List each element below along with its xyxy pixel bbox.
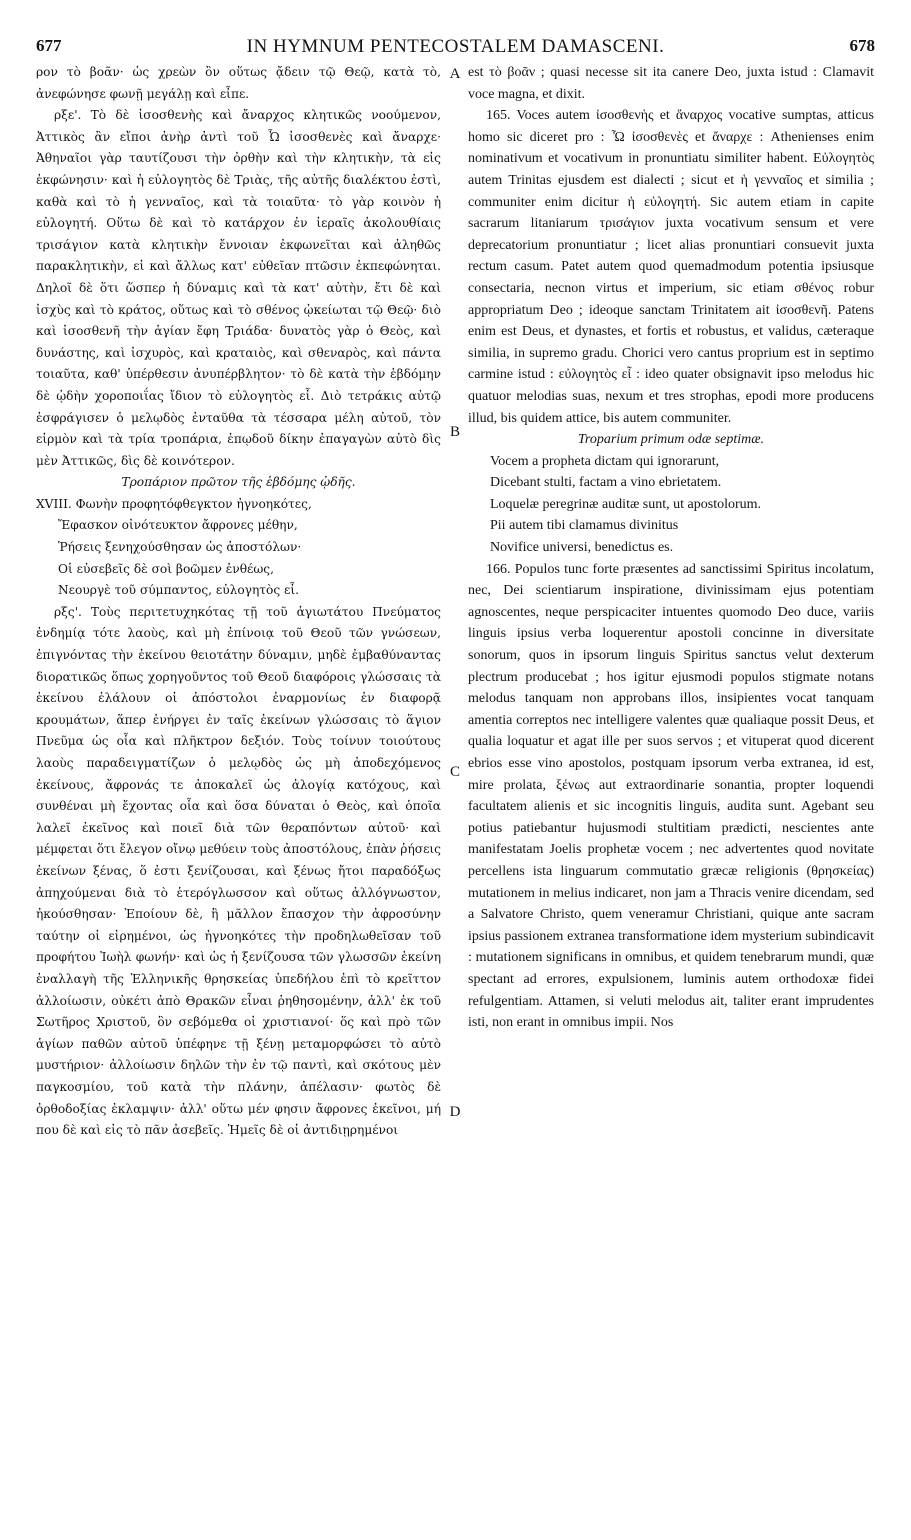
margin-marker-d: D — [449, 1104, 461, 1120]
page-number-right: 678 — [849, 36, 875, 55]
running-title: IN HYMNUM PENTECOSTALEM DAMASCENI. — [246, 36, 665, 57]
greek-verse-line: Νεουργὲ τοῦ σύμπαντος, εὐλογητὸς εἶ. — [58, 583, 300, 598]
latin-paragraph-continued: est τὸ βοᾶν ; quasi necesse sit ita canere Deo, juxta istud : Clamavit voce magna, et dixit. — [468, 65, 874, 102]
greek-verse-line: XVIII. Φωνὴν προφητόφθεγκτον ἠγνοηκότες, — [36, 496, 312, 511]
margin-marker-b: B — [449, 424, 460, 440]
greek-paragraph-continued: ρον τὸ βοᾶν· ὡς χρεὼν ὂν οὕτως ᾄδειν τῷ Θεῷ, κατὰ τὸ, ἀνεφώνησε φωνῇ μεγάλῃ καὶ εἶπε. — [36, 65, 441, 101]
latin-column — [468, 62, 874, 1034]
latin-verse-line: Novifice universi, benedictus es. — [490, 540, 674, 556]
greek-column — [36, 62, 441, 1142]
margin-marker-c: C — [449, 764, 460, 780]
greek-verse-line: Ἔφασκον οἰνότευκτον ἄφρονες μέθην, — [58, 518, 298, 533]
latin-paragraph-165: 165. Voces autem ἰσοσθενὴς et ἄναρχος vocative sumptas, atticus homo sic diceret pro : Ὦ ἰσοσθενὲς et ἄναρχε : Athenienses enim nominativum et vocativum in pronuntiatu similiter habent. Εὐλογητὸς autem Trinitas ejusdem est dialecti ; sicut et ἡ γενναῖος et similia ; communiter enim dicitur ἡ εὐλογητή. Sic autem etiam in capite sacrarum litaniarum τρισάγιον juxta vocativum sensum et vere deprecatorium pronuntiatur ; licet alias pronuntiari consuevit juxta rectum casum. Patet autem quod quemadmodum potentia ipsiusque consectaria, necnon virtus et imperium, sic etiam σθένος robur appropriatum Deo ; ideoque sanctam Trinitatem ait ἰσοσθενῆ. Patens enim est Deus, et dynastes, et fortis et robustus, et validus, cæteraque similia, in supremo gradu. Chorici vero cantus proprium est in septimo carmine istud : εὐλογητὸς εἶ : ideo quater obsignavit ipso melodus hic quatuor melodias suas, nexum et tres strophas, epodi more producens illud, bis quidem attice, bis autem communiter. — [468, 108, 874, 426]
latin-troparion-heading: Troparium primum odæ septimæ. — [577, 432, 765, 448]
latin-verse-line: Pii autem tibi clamamus divinitus — [490, 518, 679, 534]
latin-verse-line: Vocem a propheta dictam qui ignorarunt, — [490, 453, 720, 469]
margin-markers — [443, 0, 467, 1540]
latin-verse-line: Dicebant stulti, factam a vino ebrietatem. — [490, 475, 722, 491]
margin-marker-a: A — [449, 66, 461, 82]
greek-verse-line: Οἱ εὐσεβεῖς δὲ σοὶ βοῶμεν ἐνθέως, — [58, 561, 274, 576]
greek-verse-line: Ῥήσεις ξενηχούσθησαν ὡς ἀποστόλων· — [58, 540, 302, 555]
page-number-left: 677 — [36, 36, 62, 55]
greek-troparion-heading: Τροπάριον πρῶτον τῆς ἑβδόμης ᾠδῆς. — [121, 475, 356, 490]
latin-verse-line: Loquelæ peregrinæ auditæ sunt, ut apostolorum. — [490, 496, 762, 512]
greek-paragraph-166: ρξς'. Τοὺς περιτετυχηκότας τῇ τοῦ ἁγιωτάτου Πνεύματος ἐνδημίᾳ τότε λαοὺς, καὶ μὴ ἐπίνοιᾳ τοῦ Θεοῦ τῶν γνώσεων, ἐπιγνόντας τὴν ἐκείνου θειοτάτην δύναμιν, μηδὲ ἐμβαθύναντας διορατικῶς ὅπως χορηγοῦντος τοῦ Θεοῦ διαφόροις γλώσσαις τὰ ἐκείνου ἐλάλουν οἱ ἀπόστολοι ἐναρμονίως ἐν διαφορᾷ κρουμάτων, ἅπερ ἐνήργει ἐν ταῖς ἐκείνων γλώσσαις τὸ ἅγιον Πνεῦμα ὡς οἷα καὶ πλῆκτρον δεξιόν. Τοὺς τοίνυν τοιούτους λαοὺς παραδειγματίζων ὁ μελῳδὸς ὡς μὴ ἀποδεχόμενος ἐκείνους, ἄφρονάς τε ἀποκαλεῖ ὡς ἀλογίᾳ κατόχους, καὶ συνθέναι μὴ ἔχοντας οἷα καὶ ὅσα δύναται ὁ Θεὸς, καὶ ὁποῖα λαλεῖ ἐκεῖνος καὶ ποιεῖ διὰ τῶν θεραπόντων αὐτοῦ· καὶ μέμφεται ὅτι ἔλεγον οἴνῳ μεθύειν τοὺς ἀποστόλους, ἐπὰν ῥήσεις ἐκείνων ξένας, ὅ ἐστι ξενίζουσαι, καὶ ξένως ἤτοι παραδόξως ἀπηχούμεναι διὰ τὸ ἑτερόγλωσσον καὶ οὕτως ἀλλόγνωστον, ἠκούσθησαν· Ἐποίουν δὲ, ἢ μᾶλλον ἔπασχον τὴν ἀφροσύνην ταύτην οἱ εἰρημένοι, ὡς ἠγνοηκότες τὴν προδηλωθεῖσαν τοῦ προφήτου Ἰωὴλ φωνήν· καὶ ὡς ἡ ξενίζουσα τῶν γλωσσῶν ἐκείνη ἐναλλαγὴ τῆς Ἑλληνικῆς θρησκείας ὑπεδήλου ἐπὶ τὸ κρεῖττον ἀλλοίωσιν, οὐκέτι ἀπὸ Θρακῶν εἶναι ῥηθησομένην, ἀλλ' ἐκ τοῦ Σωτῆρος Χριστοῦ, ὃν σεβόμεθα οἱ χριστιανοί· ὅς καὶ πρὸ τῶν ἁγίων παθῶν αὐτοῦ ὑπέφηνε τῇ ξένῃ μεταμορφώσει τὸ αὐτὸ μυστήριον· ἀλλοίωσιν δηλῶν τὴν ἐν τῷ παντὶ, καὶ σκότους μὲν παγκοσμίου, τοῦ κατὰ τὴν πλάνην, ἀπέλασιν· φωτὸς δὲ ὀρθοδοξίας ἐκλαμψιν· ἀλλ' οὕτω μέν φησιν ἄφρονες ἐκεῖνοι, μή που δὲ καὶ εἰς τὸ πᾶν ἀσεβεῖς. Ἡμεῖς δὲ οἱ ἀντιδιῃρημένοι — [36, 604, 441, 1138]
greek-paragraph-165: ρξε'. Τὸ δὲ ἰσοσθενὴς καὶ ἄναρχος κλητικῶς νοούμενον, Ἀττικὸς ἂν εἴποι ἀνὴρ ἀντὶ τοῦ Ὦ ἰσοσθενὲς καὶ ἄναρχε· Ἀθηναῖοι γὰρ ταυτίζουσι τὴν ὀρθὴν καὶ τὴν κλητικὴν, τὰ εἰς ἐκφώνησιν· καὶ ἡ εὐλογητὸς δὲ Τριὰς, τῆς αὐτῆς διαλέκτου ἐστὶ, καθὰ καὶ τὸ ἡ γενναῖος, καὶ τὰ τοιαῦτα· τὸ γὰρ κοινὸν ἡ εὐλογητή. Οὕτω δὲ καὶ τὸ κατάρχον ἐν ἱεραῖς ἀκολουθίαις τρισάγιον κατὰ κλητικὴν ἔννοιαν ἐκφωνεῖται καὶ ἀληθῶς παρακλητικὴν, εἰ καὶ ἄλλως κατ' εὐθεῖαν πτῶσιν ἐκπεφώνηται. Δηλοῖ δὲ ὅτι ὥσπερ ἡ δύναμις καὶ τὰ κατ' αὐτὴν, ἔτι δὲ καὶ ἰσχὺς καὶ τὸ κράτος, οὕτως καὶ τὸ σθένος ᾠκείωται τῷ Θεῷ· διὸ καὶ ἰσοσθενῆ τὴν ἁγίαν ἔφη Τριάδα· δυνατὸς γὰρ ὁ Θεὸς, καὶ δυνάστης, καὶ ἰσχυρὸς, καὶ κραταιὸς, καὶ σθεναρὸς, καὶ πάντα τοιαῦτα, καθ' ὑπέρθεσιν ἀνυπέρβλητον· τὸ δὲ κατὰ τὴν ἑβδόμην δὲ ᾠδὴν χοροποιΐας ἴδιον τὸ εὐλογητὸς εἶ. Διὸ τετράκις αὐτῷ ἐσφράγισεν ὁ μελῳδὸς ἐνταῦθα τὰ τέσσαρα μέλη αὐτοῦ, τὸν εἱρμὸν καὶ τὰ τρία τροπάρια, ἐπῳδοῦ δίκην ἐπαγαγὼν αὐτὸ δὶς μὲν Ἀττικῶς, δὶς δὲ κοινότερον. — [36, 108, 441, 468]
latin-paragraph-166: 166. Populos tunc forte præsentes ad sanctissimi Spiritus incolatum, nec, Dei scientiarum inspiratione, divinissimam ejus potentiam agnoscentes, neque perspicaciter intuentes quomodo Deo duce, variis linguis ipsius verba loquerentur apostoli concinne in diversitate sonorum, quos in ipsorum linguis Spiritus sanctus velut dexterum plectrum producebat ; hos igitur ejusmodi populos stigmate notans melodus tanquam non approbans illos, insipientes vocat tanquam amentia correptos nec intelligere valentes quæ qualiaque possit Deus, et qualia loquatur et agat ille per suos servos ; et vituperat quod dicerent ebrios esse vino apostolos, postquam ipsorum verba extranea, id est, mire prolata, ξένως aut extraordinarie sonantia, propter loquendi facultatem alienis et sic incognitis linguis, audita sunt. Agebant seu potius patiebantur hujusmodi stultitiam prædicti, nescientes ante manifestatam Joelis prophetæ vocem ; nec advertentes quod novitate percellens ista linguarum commutatio græcæ religionis (θρησκείας) mutationem in melius indicaret, non jam a Thracis venire dicendam, sed a Salvatore Christo, quem veneramur Christiani, quique ante sacram ipsius passionem extranea transformatione idem mysterium subindicavit : mutationem significans in omnibus, et quidem tenebrarum mundi, quæ spectant ad errores, expulsionem, luminis autem orthodoxæ fidei refulgentiam. Attamen, si veluti melodus ait, taliter erant imprudentes isti, non erant in omnibus impii. Nos — [468, 561, 874, 1031]
